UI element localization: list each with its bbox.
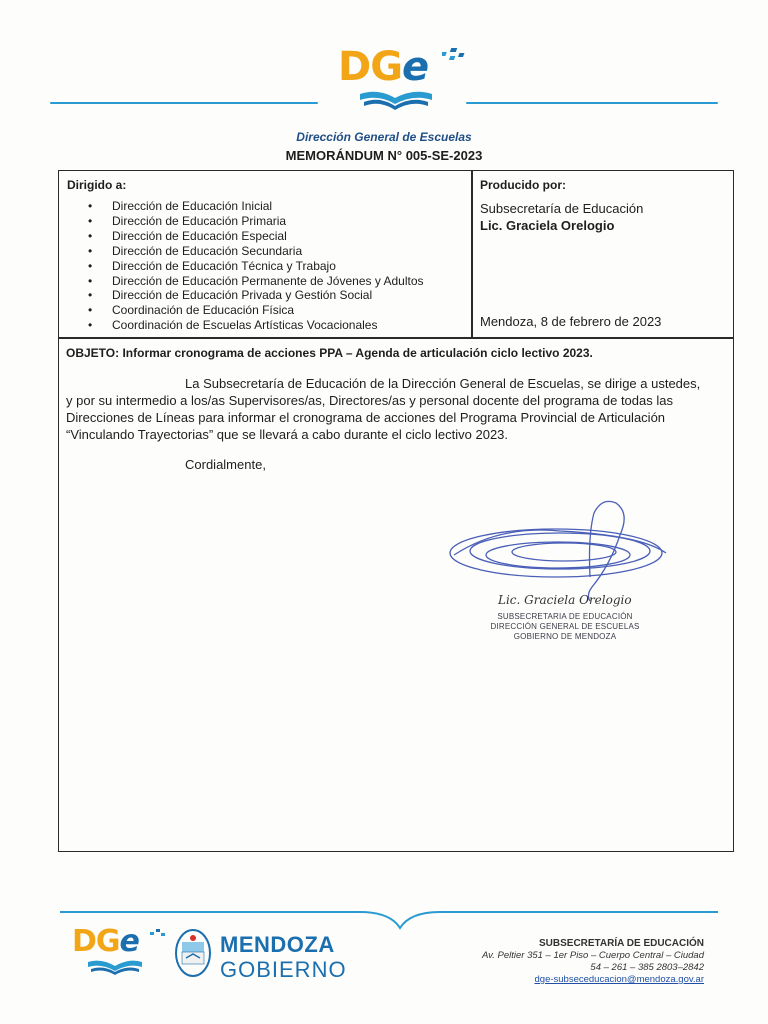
footer-contact bbox=[482, 938, 704, 986]
logo-text: DG bbox=[338, 44, 403, 90]
signature-name: Lic. Graciela Orelogio bbox=[498, 593, 632, 607]
open-book-icon bbox=[358, 88, 434, 112]
subject-label: OBJETO: bbox=[66, 346, 120, 360]
list-item: • Coordinación de Escuelas Artísticas Vocacionales bbox=[88, 318, 468, 333]
footer-email-link[interactable]: dge-subseceducacion@mendoza.gov.ar bbox=[534, 974, 704, 985]
recipients-list bbox=[88, 199, 468, 333]
footer-logo-dots-icon bbox=[148, 928, 168, 942]
body-line-2: y por su intermedio a los/as Supervisores/as, Directores/as y personal docente del programa de todas las bbox=[66, 393, 673, 408]
memo-title: MEMORÁNDUM N° 005-SE-2023 bbox=[285, 148, 483, 163]
list-item: • Dirección de Educación Primaria bbox=[88, 214, 468, 229]
handwritten-signature bbox=[440, 495, 720, 605]
producer-label: Producido por: bbox=[480, 178, 566, 192]
footer-phone: 54 – 261 – 385 2803–2842 bbox=[590, 962, 704, 973]
stamp bbox=[490, 612, 640, 642]
producer-person: Lic. Graciela Orelogio bbox=[480, 218, 615, 233]
body-line-1: La Subsecretaría de Educación de la Dirección General de Escuelas, se dirige a ustedes, bbox=[185, 376, 701, 391]
list-item: • Dirección de Educación Especial bbox=[88, 229, 468, 244]
closing: Cordialmente, bbox=[185, 457, 266, 472]
list-item: • Dirección de Educación Secundaria bbox=[88, 244, 468, 259]
footer-open-book-icon bbox=[86, 958, 144, 976]
stamp-line-1: SUBSECRETARIA DE EDUCACIÓN bbox=[497, 612, 633, 621]
header-rule-right bbox=[466, 102, 718, 104]
mendoza-coat-of-arms-icon bbox=[174, 928, 212, 978]
producer-office: Subsecretaría de Educación bbox=[480, 201, 644, 216]
logo-e: e bbox=[402, 44, 429, 90]
body-line-3: Direcciones de Líneas para informar el cronograma de acciones del Programa Provincial de Articulación bbox=[66, 410, 666, 425]
subject-text: Informar cronograma de acciones PPA – Agenda de articulación ciclo lectivo 2023. bbox=[122, 346, 593, 360]
gov-title: MENDOZA bbox=[220, 932, 335, 957]
subject bbox=[66, 346, 593, 360]
list-item: • Dirección de Educación Permanente de Jóvenes y Adultos bbox=[88, 274, 468, 289]
place-date: Mendoza, 8 de febrero de 2023 bbox=[480, 314, 662, 329]
stamp-line-2: DIRECCIÓN GENERAL DE ESCUELAS bbox=[490, 622, 640, 631]
recipients-label: Dirigido a: bbox=[67, 178, 127, 192]
footer-dge-logo bbox=[72, 924, 172, 982]
logo-dots-icon bbox=[442, 46, 472, 68]
column-divider bbox=[471, 170, 473, 338]
list-item: • Dirección de Educación Inicial bbox=[88, 199, 468, 214]
list-item: • Dirección de Educación Privada y Gestión Social bbox=[88, 288, 468, 303]
footer-address: Av. Peltier 351 – 1er Piso – Cuerpo Central – Ciudad bbox=[482, 950, 704, 961]
footer-logo-e: e bbox=[119, 924, 139, 959]
list-item: • Dirección de Educación Técnica y Trabajo bbox=[88, 259, 468, 274]
footer-office: SUBSECRETARÍA DE EDUCACIÓN bbox=[538, 938, 704, 949]
header-divider bbox=[58, 337, 734, 339]
footer-logo-text: DG bbox=[72, 924, 120, 959]
stamp-line-3: GOBIERNO DE MENDOZA bbox=[513, 632, 617, 641]
gov-subtitle: GOBIERNO bbox=[220, 957, 347, 982]
organization-name: Dirección General de Escuelas bbox=[296, 130, 472, 144]
dge-logo bbox=[334, 44, 474, 116]
body-line-4: “Vinculando Trayectorias” que se llevará a cabo durante el ciclo lectivo 2023. bbox=[66, 427, 509, 442]
list-item: • Coordinación de Educación Física bbox=[88, 303, 468, 318]
header-rule-left bbox=[50, 102, 318, 104]
